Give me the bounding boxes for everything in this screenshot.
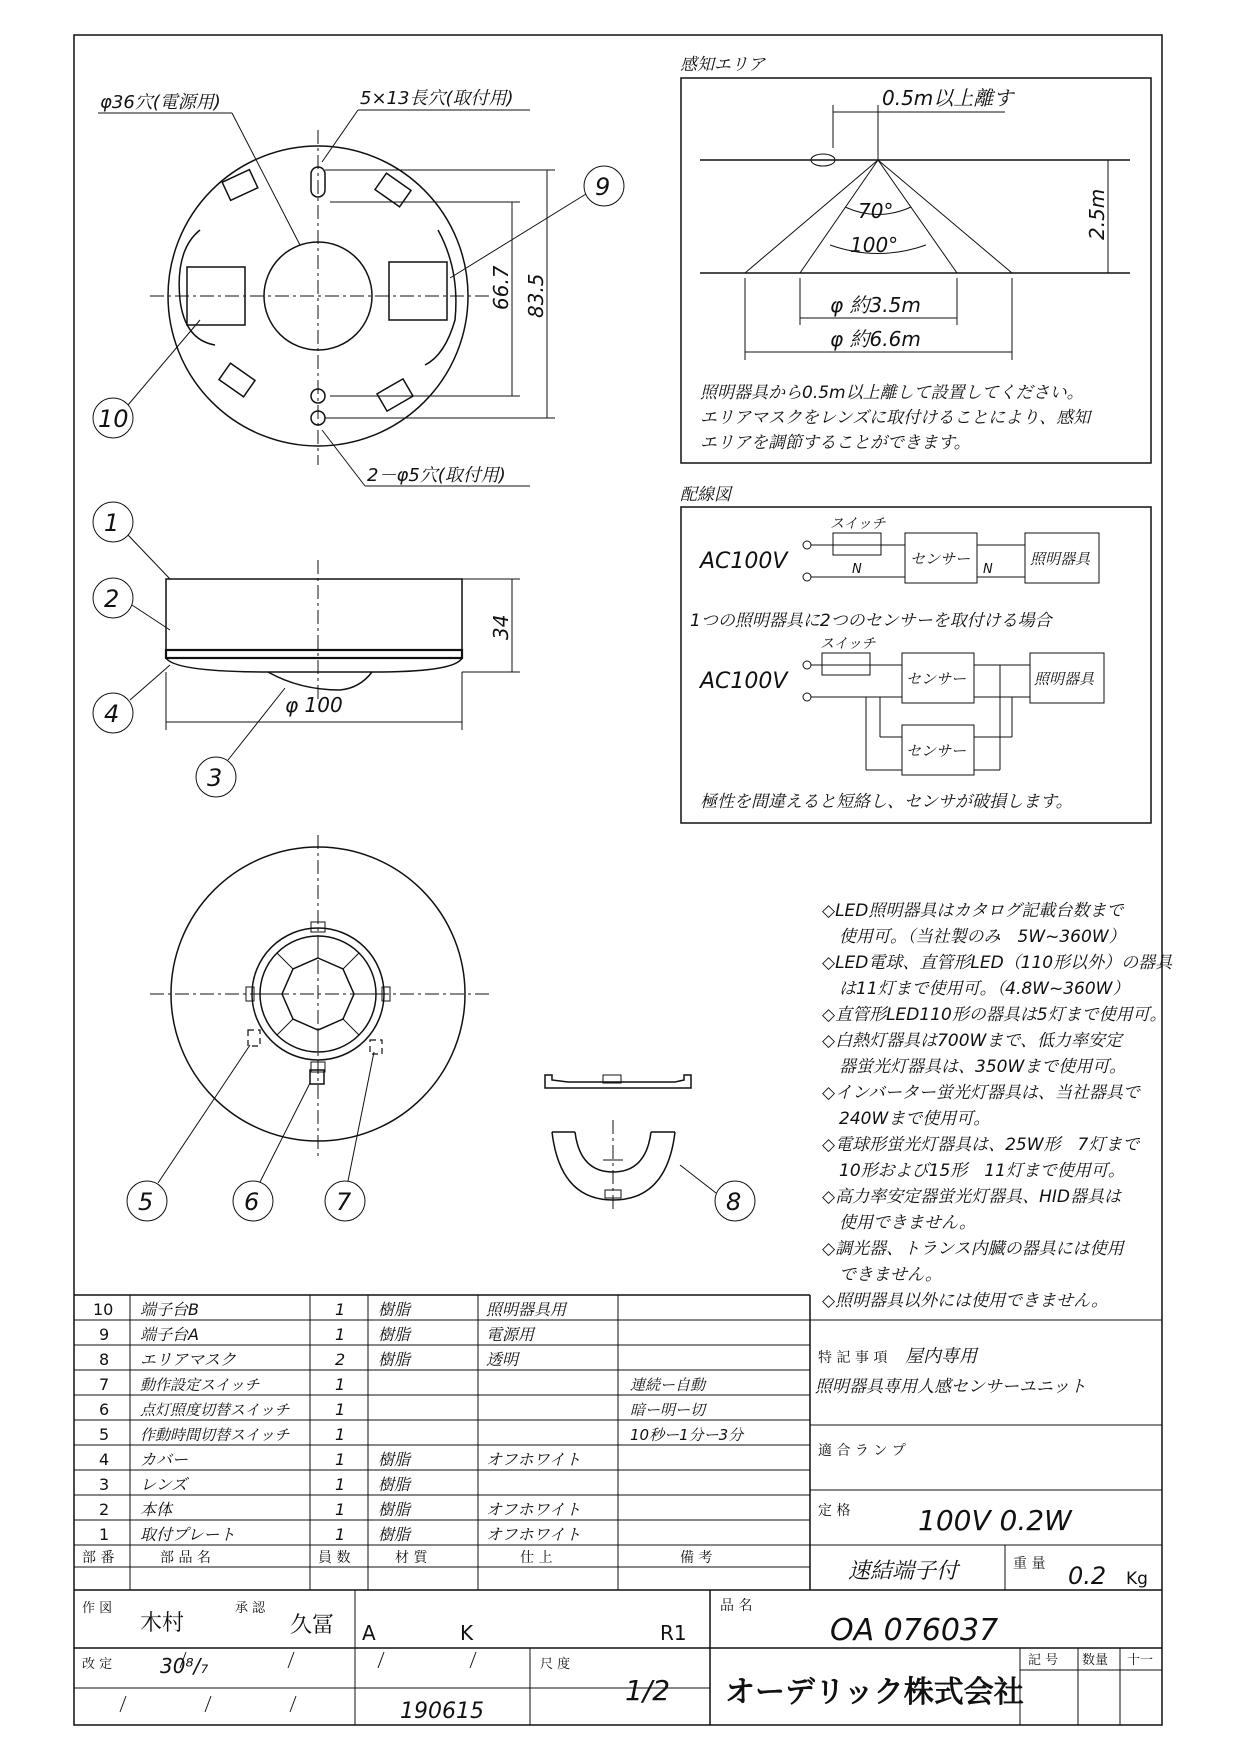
scale-label: 尺 度 <box>540 1657 571 1672</box>
row-10-mat: 樹脂 <box>378 1300 411 1319</box>
row-8-finish: 透明 <box>486 1350 519 1369</box>
wiring-panel <box>680 485 1151 823</box>
header-mat: 材 質 <box>395 1550 428 1566</box>
n-label-1: N <box>852 562 862 577</box>
note-line-13: 使用できません。 <box>822 1213 977 1233</box>
row-3-no: 3 <box>99 1475 110 1494</box>
rating-label: 定 格 <box>818 1503 851 1519</box>
drawn-by: 木村 <box>140 1611 185 1636</box>
special-label: 特 記 事 項 <box>818 1350 888 1366</box>
row-3-mat: 樹脂 <box>378 1475 411 1494</box>
note-line-5: ◇直管形LED110形の器具は5灯まで使用可。 <box>822 1005 1167 1025</box>
row-7-qty: 1 <box>335 1375 346 1394</box>
row-9-no: 9 <box>99 1325 110 1344</box>
row-10-name: 端子台B <box>140 1300 199 1319</box>
note-line-15: できません。 <box>822 1265 943 1285</box>
weight-unit: Kg <box>1126 1569 1148 1589</box>
weight-value: 0.2 <box>1068 1562 1107 1590</box>
wiring-title: 配線図 <box>680 485 731 505</box>
row-7-remark: 連続ー自動 <box>630 1376 706 1394</box>
row-9-mat: 樹脂 <box>378 1325 411 1344</box>
row-10-no: 10 <box>93 1300 114 1319</box>
callout-5: 5 <box>138 1188 154 1216</box>
n-label-2: N <box>983 562 993 577</box>
note-line-10: ◇電球形蛍光灯器具は、25W形 7灯まで <box>822 1135 1140 1155</box>
row-1-name: 取付プレート <box>140 1525 236 1544</box>
callout-7: 7 <box>336 1188 352 1216</box>
product-desc: 照明器具専用人感センサーユニット <box>815 1377 1087 1397</box>
sense-note-1: 照明器具から0.5m以上離して設置してください。 <box>700 383 1084 403</box>
row-9-name: 端子台A <box>140 1325 199 1344</box>
sense-area-panel <box>680 55 1151 463</box>
lamp-label: 適 合 ラ ン プ <box>818 1443 906 1459</box>
callout-4: 4 <box>104 700 120 728</box>
scale-value: 1/2 <box>625 1674 671 1707</box>
row-5-name: 作動時間切替スイッチ <box>140 1426 290 1444</box>
code-r: R1 <box>660 1621 687 1645</box>
row-8-no: 8 <box>99 1350 110 1369</box>
row-1-mat: 樹脂 <box>378 1525 411 1544</box>
company-name: オーデリック株式会社 <box>725 1675 1024 1710</box>
title-block <box>74 1590 1162 1725</box>
sensor-1: センサー <box>910 550 971 568</box>
row-9-qty: 1 <box>335 1325 346 1344</box>
sense-height: 2.5m <box>1085 188 1109 240</box>
date: 190615 <box>400 1699 484 1724</box>
row-4-no: 4 <box>99 1450 110 1469</box>
row-6-remark: 暗ー明ー切 <box>630 1401 706 1419</box>
weight-label: 重 量 <box>1013 1556 1046 1572</box>
row-2-mat: 樹脂 <box>378 1500 411 1519</box>
callout-10: 10 <box>98 405 129 433</box>
code-k: K <box>460 1621 474 1645</box>
callout-3: 3 <box>207 764 223 792</box>
approved-label: 承 認 <box>235 1601 266 1616</box>
drawn-label: 作 図 <box>82 1601 113 1616</box>
note-line-3: ◇LED電球、直管形LED（110形以外）の器具 <box>822 953 1173 973</box>
note-line-6: ◇白熱灯器具は700Wまで、低力率安定 <box>822 1031 1122 1051</box>
callout-6: 6 <box>244 1188 260 1216</box>
callout-1: 1 <box>104 509 120 537</box>
header-remark: 備 考 <box>680 1550 713 1566</box>
row-5-remark: 10秒ー1分ー3分 <box>630 1426 744 1444</box>
dim-83-5: 83.5 <box>524 273 548 318</box>
angle-70: 70° <box>858 199 894 223</box>
note-line-7: 器蛍光灯器具は、350Wまで使用可。 <box>822 1057 1127 1077</box>
note-line-4: は11灯まで使用可。（4.8W~360W） <box>822 979 1130 999</box>
diam-outer: φ 約6.6m <box>830 327 921 351</box>
code-a: A <box>362 1621 376 1645</box>
lamp-1: 照明器具 <box>1030 550 1091 568</box>
dim-66-7: 66.7 <box>489 265 513 310</box>
note-line-12: ◇高力率安定器蛍光灯器具、HID器具は <box>822 1187 1121 1207</box>
note-line-1: ◇LED照明器具はカタログ記載台数まで <box>822 901 1124 921</box>
callout-8: 8 <box>726 1188 742 1216</box>
header-name: 部 品 名 <box>160 1550 211 1566</box>
switch-label-1: スイッチ <box>830 516 886 532</box>
row-8-name: エリアマスク <box>140 1350 237 1369</box>
row-4-mat: 樹脂 <box>378 1450 411 1469</box>
row-2-name: 本体 <box>140 1500 173 1519</box>
diam-inner: φ 約3.5m <box>830 293 921 317</box>
sense-area-title: 感知エリア <box>680 55 765 75</box>
wiring-ac-2: AC100V <box>700 669 788 694</box>
parts-table <box>74 1295 1162 1590</box>
row-9-finish: 電源用 <box>486 1325 535 1344</box>
special-value: 屋内専用 <box>905 1346 977 1367</box>
row-1-qty: 1 <box>335 1525 346 1544</box>
sense-note-3: エリアを調節することができます。 <box>700 433 971 453</box>
sensor-3: センサー <box>906 742 967 760</box>
note-line-11: 10形および15形 11灯まで使用可。 <box>822 1161 1125 1181</box>
note-line-8: ◇インバーター蛍光灯器具は、当社器具で <box>822 1083 1140 1103</box>
row-7-no: 7 <box>99 1375 110 1394</box>
label-slot: 5×13長穴(取付用) <box>360 88 514 109</box>
label-hole5: 2－φ5穴(取付用) <box>367 465 506 486</box>
mark: 十一 <box>1127 1653 1154 1668</box>
note-line-14: ◇調光器、トランス内臓の器具には使用 <box>822 1239 1124 1259</box>
header-no: 部 番 <box>82 1550 115 1566</box>
sense-distance: 0.5m以上離す <box>882 86 1014 110</box>
sensor-2: センサー <box>906 670 967 688</box>
top-view <box>93 88 624 486</box>
wiring-warning: 極性を間違えると短絡し、センサが破損します。 <box>700 792 1073 812</box>
row-10-finish: 照明器具用 <box>486 1300 567 1319</box>
approved-by: 久冨 <box>290 1613 335 1638</box>
row-5-no: 5 <box>99 1425 110 1444</box>
row-3-qty: 1 <box>335 1475 346 1494</box>
qty-label: 数量 <box>1082 1653 1109 1668</box>
row-6-qty: 1 <box>335 1400 346 1419</box>
sym-label: 記 号 <box>1028 1653 1059 1668</box>
row-1-no: 1 <box>99 1525 110 1544</box>
revision-date: 30⁸/₇ <box>160 1654 209 1678</box>
row-2-qty: 1 <box>335 1500 346 1519</box>
product-no-label: 品 名 <box>720 1598 753 1614</box>
row-6-no: 6 <box>99 1400 110 1419</box>
wiring-ac-1: AC100V <box>700 549 788 574</box>
area-mask-view <box>545 1075 755 1221</box>
bottom-view <box>127 835 490 1221</box>
row-1-finish: オフホワイト <box>486 1525 582 1544</box>
row-10-qty: 1 <box>335 1300 346 1319</box>
lamp-2: 照明器具 <box>1034 670 1095 688</box>
row-3-name: レンズ <box>140 1475 188 1494</box>
row-2-no: 2 <box>99 1500 110 1519</box>
row-4-qty: 1 <box>335 1450 346 1469</box>
row-8-qty: 2 <box>335 1350 346 1369</box>
row-4-name: カバー <box>140 1450 189 1469</box>
angle-100: 100° <box>850 233 899 257</box>
product-no: OA 076037 <box>830 1613 999 1648</box>
sense-note-2: エリアマスクをレンズに取付けることにより、感知 <box>700 408 1091 428</box>
two-sensor-caption: 1つの照明器具に2つのセンサーを取付ける場合 <box>690 611 1052 631</box>
rating-value: 100V 0.2W <box>918 1504 1072 1537</box>
callout-9: 9 <box>595 173 611 201</box>
dim-34: 34 <box>489 614 513 640</box>
header-finish: 仕 上 <box>520 1550 553 1566</box>
terminal-a <box>389 262 447 320</box>
row-7-name: 動作設定スイッチ <box>140 1376 260 1394</box>
row-8-mat: 樹脂 <box>378 1350 411 1369</box>
note-line-9: 240Wまで使用可。 <box>822 1109 991 1129</box>
row-2-finish: オフホワイト <box>486 1500 582 1519</box>
row-5-qty: 1 <box>335 1425 346 1444</box>
notes-block <box>822 901 1173 1311</box>
callout-2: 2 <box>104 585 120 613</box>
note-line-2: 使用可。（当社製のみ 5W~360W） <box>822 927 1126 947</box>
switch-label-2: スイッチ <box>820 636 876 652</box>
row-4-finish: オフホワイト <box>486 1450 582 1469</box>
row-6-name: 点灯照度切替スイッチ <box>140 1401 290 1419</box>
note-line-16: ◇照明器具以外には使用できません。 <box>822 1291 1109 1311</box>
revision-label: 改 定 <box>82 1657 113 1672</box>
dim-100: φ 100 <box>285 693 343 717</box>
label-hole36: φ36穴(電源用) <box>100 92 221 113</box>
terminal-text: 速結端子付 <box>848 1559 959 1584</box>
side-view <box>93 502 520 797</box>
spec-block <box>810 1346 1162 1590</box>
header-qty: 員 数 <box>318 1550 351 1566</box>
